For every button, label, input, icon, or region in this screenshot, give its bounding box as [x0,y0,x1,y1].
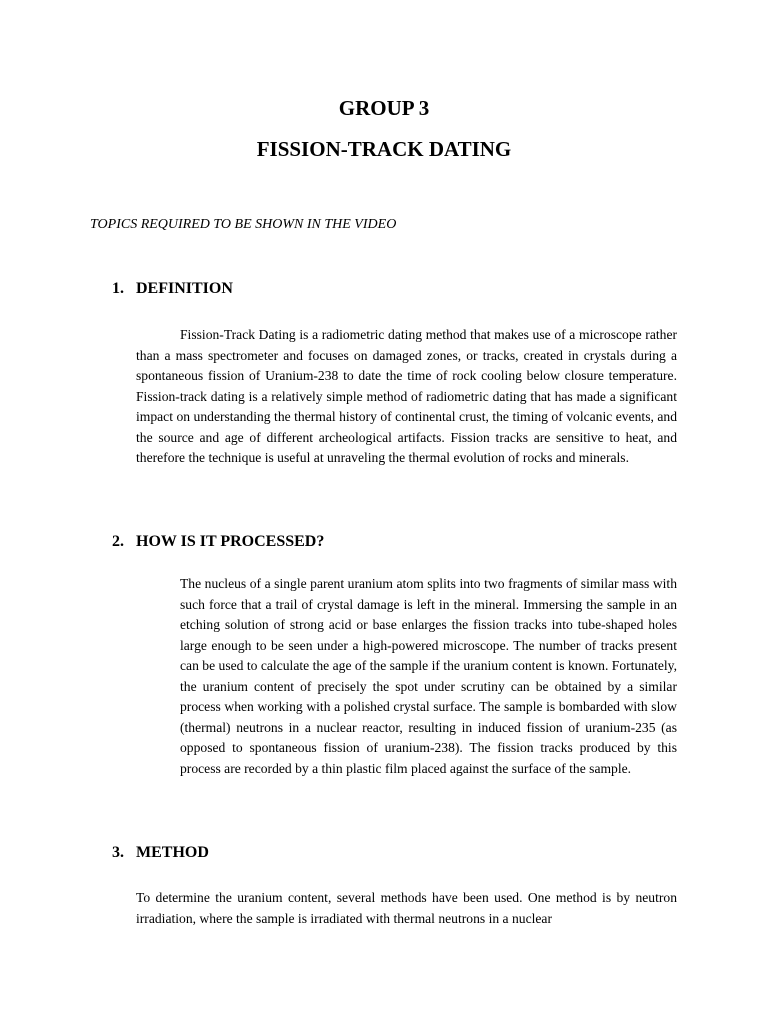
section-body-process: The nucleus of a single parent uranium atom splits into two fragments of similar mass with such force that a trail of crystal damage is left in the mineral. Immersing the sample in an etching solution of strong acid or base enlarges the fission tracks into tube-shaped holes large enough to be seen under a high-powered microscope. The number of tracks present can be used to calculate the age of the sample if the uranium content is known. Fortunately, the uranium content of precisely the spot under scrutiny can be obtained by a similar process when working with a polished crystal surface. The sample is bombarded with slow (thermal) neutrons in a nuclear reactor, resulting in induced fission of uranium-235 (as opposed to spontaneous fission of uranium-238). The fission tracks produced by this process are recorded by a thin plastic film placed against the surface of the sample. [180,576,677,776]
section-heading-process [112,532,324,552]
topics-label: TOPICS REQUIRED TO BE SHOWN IN THE VIDEO [90,217,397,232]
section-number: 1. [112,280,124,297]
section-body-method: To determine the uranium content, several methods have been used. One method is by neutron irradiation, where the sample is irradiated with thermal neutrons in a nuclear [136,890,677,926]
section-body-definition: Fission-Track Dating is a radiometric dating method that makes use of a microscope rather than a mass spectrometer and focuses on damaged zones, or tracks, created in crystals during a spontaneous fission of Uranium-238 to date the time of rock cooling below closure temperature. Fission-track dating is a relatively simple method of radiometric dating that has made a significant impact on understanding the thermal history of continental crust, the timing of volcanic events, and the source and age of different archeological artifacts. Fission tracks are sensitive to heat, and therefore the technique is useful at unraveling the thermal evolution of rocks and minerals. [136,327,677,465]
section-heading-definition [112,279,233,299]
document-title-topic: FISSION-TRACK DATING [256,137,512,161]
document-title-group: GROUP 3 [338,96,430,120]
section-number: 3. [112,844,124,861]
section-heading-text: HOW IS IT PROCESSED? [136,533,325,550]
section-number: 2. [112,533,124,550]
section-heading-method [112,843,209,863]
section-heading-text: METHOD [136,844,209,861]
section-heading-text: DEFINITION [136,280,233,297]
